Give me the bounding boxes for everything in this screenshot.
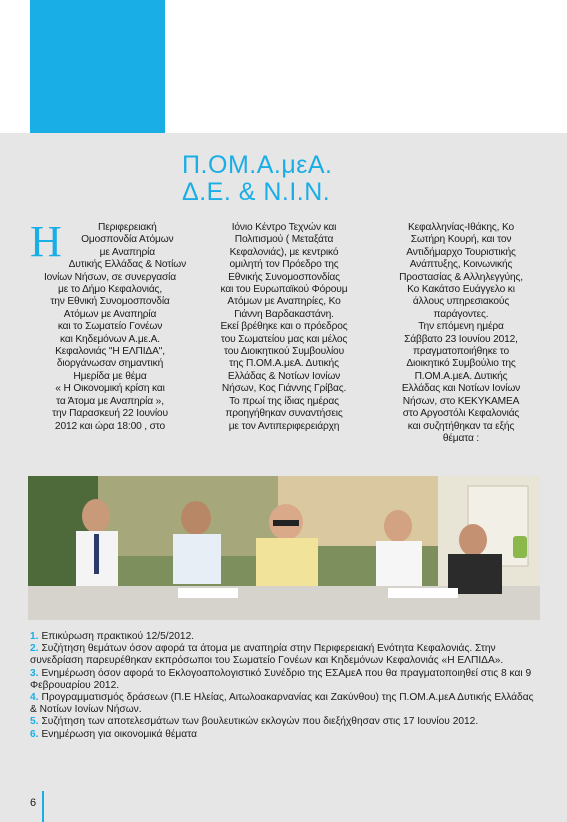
- agenda-item: [30, 729, 540, 741]
- column-line: Ιονίων Νήσων, σε συνεργασία: [43, 271, 177, 283]
- column-line: παράγοντες.: [433, 308, 489, 320]
- column-line: και Κηδεμόνων Α.με.Α.: [60, 333, 160, 345]
- column-line: με Αναπηρία: [99, 246, 155, 258]
- page-number-rule: [42, 791, 44, 822]
- column-line: την Εθνική Συνομοσπονδία: [50, 296, 170, 308]
- column-line: του Σωματείου μας και μέλος: [220, 333, 348, 345]
- agenda-text: Προγραμματισμός δράσεων (Π.Ε Ηλείας, Αιτωλοακαρνανίας και Ζακύνθου) της Π.ΟΜ.Α.μεΑ Δυτικής Ελλάδας & Νοτίων Ιονίων Νήσων.: [30, 692, 534, 716]
- column-line: Ημερίδα με θέμα: [73, 370, 147, 382]
- page-number: 6: [30, 797, 37, 809]
- column-line: Ατόμων με Αναπηρίες, Κο: [227, 296, 341, 308]
- column-line: Ανάπτυξης, Κοινωνικής: [409, 259, 513, 271]
- agenda-item: [30, 692, 540, 716]
- column-line: και συζητήθηκαν τα εξής: [407, 420, 515, 432]
- agenda-item: [30, 631, 540, 643]
- column-line: του Διοικητικού Συμβουλίου: [224, 346, 344, 358]
- article-title: [182, 152, 333, 206]
- column-line: Προστασίας & Αλληλεγγύης,: [399, 271, 523, 283]
- column-line: Ατόμων με Αναπηρία: [63, 308, 157, 320]
- column-line: Διοικητικό Συμβούλιο της: [406, 358, 516, 370]
- agenda-text: Ενημέρωση για οικονομικά θέματα: [41, 728, 197, 740]
- column-line: Ελλάδας & Νοτίων Ιονίων: [227, 370, 341, 382]
- column-line: Κεφαλληνίας-Ιθάκης, Κο: [408, 222, 514, 233]
- agenda-item: [30, 643, 540, 667]
- agenda-number: 5.: [30, 716, 39, 728]
- agenda-number: 3.: [30, 667, 39, 679]
- title-line-1: Π.ΟΜ.Α.μεΑ.: [182, 151, 333, 179]
- agenda-text: Συζήτηση των αποτελεσμάτων των βουλευτικών εκλογών που διεξήχθησαν στις 17 Ιουνίου 2012.: [41, 716, 479, 728]
- agenda-item: [30, 668, 540, 692]
- text-column-1: [30, 217, 190, 433]
- column-line: Νήσων, στο ΚΕΚΥΚΑΜΕΑ: [402, 395, 520, 407]
- drop-cap: Η: [30, 217, 62, 266]
- agenda-number: 6.: [30, 728, 39, 740]
- column-line: ομιλητή τον Πρόεδρο της: [229, 259, 339, 271]
- column-line: Δυτικής Ελλάδας & Νοτίων: [68, 259, 187, 271]
- column-line: προηγήθηκαν συναντήσεις: [225, 408, 343, 420]
- column-line: διοργάνωσαν σημαντική: [56, 358, 164, 370]
- meeting-photo-illustration: [28, 476, 540, 620]
- column-line: Κεφαλονιάς), με κεντρικό: [229, 246, 339, 258]
- text-column-3: [376, 222, 546, 445]
- column-line: τα Άτομα με Αναπηρία »,: [56, 395, 164, 407]
- column-line: Ομοσπονδία Ατόμων: [81, 234, 174, 246]
- column-line: θέματα :: [442, 432, 480, 444]
- column-line: Γιάννη Βαρδακαστάνη.: [234, 308, 334, 320]
- column-line: άλλους υπηρεσιακούς: [412, 296, 510, 308]
- text-column-2: [199, 222, 369, 433]
- agenda-text: Ενημέρωση όσον αφορά το Εκλογοαπολογιστικό Συνέδριο της ΕΣΑμεΑ που θα πραγματοποιηθεί στις 8 και 9 Φεβρουαρίου 2012.: [30, 667, 532, 691]
- column-line: Εθνικής Συνομοσπονδίας: [228, 271, 340, 283]
- column-line: πραγματοποιήθηκε το: [413, 346, 509, 358]
- column-line: Σάββατο 23 Ιουνίου 2012,: [404, 333, 518, 345]
- column-line: και του Ευρωπαϊκού Φόρουμ: [220, 284, 348, 296]
- column-line: και το Σωματείο Γονέων: [57, 321, 163, 333]
- agenda-item: [30, 716, 540, 728]
- column-line: στο Αργοστόλι Κεφαλονιάς: [402, 408, 520, 420]
- agenda-number: 2.: [30, 643, 39, 655]
- column-line: Ιόνιο Κέντρο Τεχνών και: [231, 222, 337, 233]
- column-line: την Παρασκευή 22 Ιουνίου: [52, 408, 168, 420]
- column-line: Ελλάδας και Νοτίων Ιονίων: [401, 383, 521, 395]
- agenda-text: Συζήτηση θεμάτων όσον αφορά τα άτομα με αναπηρία στην Περιφερειακή Ενότητα Κεφαλονιάς. Στην συνεδρίαση παρευρέθηκαν εκπρόσωποι του Σωματείο Γονέων και Κηδεμόνων Κεφαλονιάς «Η ΕΛΠΙΔΑ».: [30, 643, 504, 667]
- column-line: Εκεί βρέθηκε και ο πρόεδρος: [220, 321, 348, 333]
- accent-block: [30, 0, 165, 133]
- column-line: Κο Κακάτσο Ευάγγελο κι: [407, 284, 515, 296]
- agenda-list: [30, 631, 540, 741]
- agenda-number: 1.: [30, 631, 39, 642]
- meeting-photo: [28, 476, 540, 620]
- agenda-text: Επικύρωση πρακτικού 12/5/2012.: [41, 631, 195, 642]
- column-line: Αντιδήμαρχο Τουριστικής: [406, 246, 516, 258]
- column-line: της Π.ΟΜ.Α.μεΑ. Δυτικής: [229, 358, 339, 370]
- column-line: « Η Οικονομική κρίση και: [55, 383, 165, 395]
- column-line: Περιφερειακή: [98, 222, 157, 233]
- column-line: Το πρωί της ίδιας ημέρας: [229, 395, 339, 407]
- column-line: Την επόμενη ημέρα: [418, 321, 504, 333]
- column-line: Κεφαλονιάς "Η ΕΛΠΙΔΑ",: [55, 346, 165, 358]
- title-line-2: Δ.Ε. & Ν.Ι.Ν.: [182, 178, 331, 206]
- column-line: Νήσων, Κος Γιάννης Γρίβας.: [221, 383, 347, 395]
- column-line: 2012 και ώρα 18:00 , στο: [54, 420, 166, 432]
- column-line: με το Δήμο Κεφαλονιάς,: [57, 284, 163, 296]
- agenda-number: 4.: [30, 692, 39, 704]
- column-line: Π.ΟΜ.Α.μεΑ. Δυτικής: [414, 370, 508, 382]
- column-line: με τον Αντιπεριφερειάρχη: [228, 420, 340, 432]
- column-line: Σωτήρη Κουρή, και τον: [410, 234, 512, 246]
- column-line: Πολιτισμού ( Μεταξάτα: [234, 234, 334, 246]
